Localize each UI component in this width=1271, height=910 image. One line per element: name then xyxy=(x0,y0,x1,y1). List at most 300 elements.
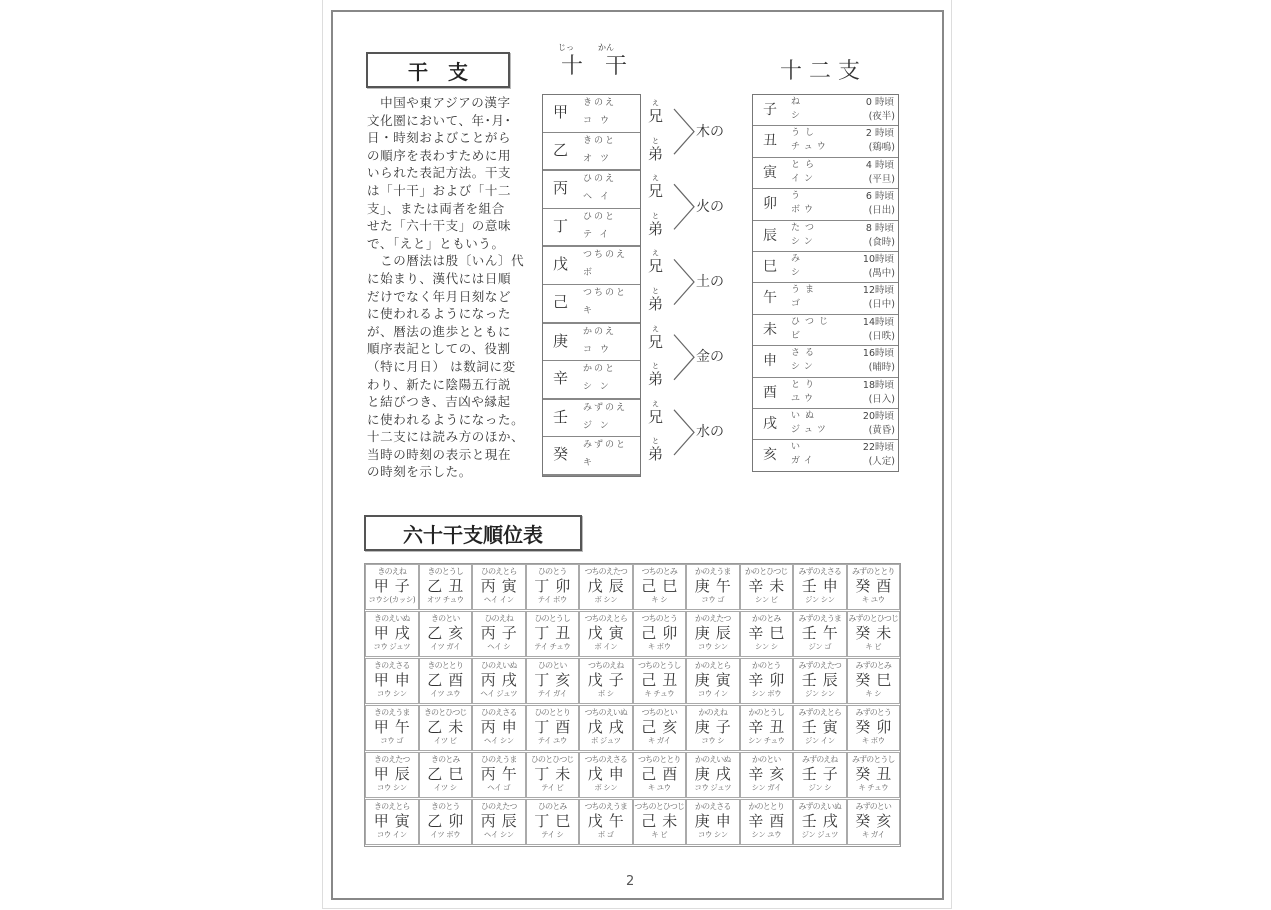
junishi-kanji: 未 xyxy=(763,321,777,338)
bracket-line xyxy=(674,259,694,304)
sexagenary-cell xyxy=(579,799,633,845)
cell-kun-reading: つちのえとら xyxy=(584,614,628,623)
cell-on-reading: コウ シン xyxy=(697,830,728,839)
junishi-on-reading: ユウ xyxy=(791,393,818,404)
cell-kun-reading: つちのとひつじ xyxy=(634,802,685,811)
sexagenary-cell xyxy=(526,611,580,657)
cell-on-reading: イツ ビ xyxy=(433,736,457,745)
body-text-line: は「十干」および「十二 xyxy=(367,182,512,198)
sexagenary-cell xyxy=(472,564,526,610)
cell-kanshi: 己亥 xyxy=(641,718,684,736)
sexagenary-cell xyxy=(419,705,473,751)
cell-kanshi: 甲戌 xyxy=(373,624,416,642)
cell-on-reading: ジン ゴ xyxy=(808,642,832,651)
sexagenary-cell xyxy=(419,752,473,798)
cell-kanshi: 乙亥 xyxy=(427,624,470,642)
cell-on-reading: キ ビ xyxy=(651,830,668,839)
cell-kun-reading: ひのえとら xyxy=(481,567,517,576)
cell-kun-reading: ひのえうま xyxy=(481,755,517,764)
junishi-row xyxy=(753,221,898,252)
jikkan-kun-reading: みずのえ xyxy=(583,402,628,413)
sexagenary-cell xyxy=(633,611,687,657)
cell-kanshi: 庚戌 xyxy=(694,765,737,783)
sexagenary-cell xyxy=(847,564,901,610)
cell-kun-reading: かのとひつじ xyxy=(744,567,788,576)
junishi-time: 16時頃 xyxy=(862,348,894,360)
junishi-time: 22時頃 xyxy=(862,442,894,454)
cell-kanshi: 戊申 xyxy=(587,765,630,783)
jikkan-kanji: 丁 xyxy=(553,216,569,235)
cell-kanshi: 壬午 xyxy=(801,624,844,642)
cell-kanshi: 丙寅 xyxy=(480,577,523,595)
junishi-time: 6 時頃 xyxy=(865,191,894,203)
cell-kanshi: 己酉 xyxy=(641,765,684,783)
cell-kun-reading: つちのとう xyxy=(641,614,677,623)
elder-ruby: え xyxy=(652,249,659,258)
sexagenary-cell xyxy=(633,658,687,704)
junishi-kanji: 子 xyxy=(763,102,777,118)
cell-on-reading: キ ビ xyxy=(865,642,882,651)
elder-label: 兄 え xyxy=(648,99,664,125)
junishi-kun-reading: さる xyxy=(791,348,820,359)
junishi-kun-reading: ね xyxy=(791,97,806,107)
jikkan-kanji: 辛 xyxy=(553,369,569,388)
junishi-kanji: 丑 xyxy=(763,133,777,150)
cell-on-reading: シン シ xyxy=(754,642,778,651)
junishi-time-name: (鶏鳴) xyxy=(868,142,895,154)
jikkan-kanji: 癸 xyxy=(553,445,569,464)
junishi-table xyxy=(752,94,899,472)
cell-kanshi: 癸巳 xyxy=(855,671,898,689)
cell-kanshi: 丁丑 xyxy=(534,624,577,642)
sexagenary-cell xyxy=(526,799,580,845)
sexagenary-cell xyxy=(847,705,901,751)
junishi-row xyxy=(753,315,898,346)
cell-on-reading: テイ ビ xyxy=(541,783,564,792)
cell-kanshi: 乙卯 xyxy=(427,812,470,830)
cell-kanshi: 癸亥 xyxy=(855,812,898,830)
junishi-time: 0 時頃 xyxy=(865,97,894,108)
cell-kun-reading: かのとい xyxy=(752,755,781,764)
sexagenary-cell xyxy=(579,564,633,610)
junishi-kanji: 酉 xyxy=(763,384,777,401)
junishi-time: 8 時頃 xyxy=(865,222,894,234)
cell-kun-reading: ひのえたつ xyxy=(481,802,517,811)
cell-kun-reading: かのえいぬ xyxy=(695,755,731,764)
cell-on-reading: コウ イン xyxy=(697,689,728,698)
element-label: 金の xyxy=(696,349,724,366)
cell-kun-reading: みずのえいぬ xyxy=(798,802,842,811)
cell-kanshi: 甲午 xyxy=(373,718,416,736)
body-text-line: せた「六十干支」の意味 xyxy=(367,218,512,234)
cell-on-reading: ヘイ ゴ xyxy=(487,783,511,792)
cell-kanshi: 丁亥 xyxy=(534,671,577,689)
cell-kun-reading: みずのえうま xyxy=(798,614,842,623)
sexagenary-cell xyxy=(633,705,687,751)
cell-on-reading: ジン ジュツ xyxy=(801,830,839,839)
sexagenary-cell xyxy=(633,799,687,845)
jikkan-kanji: 甲 xyxy=(553,103,569,121)
junishi-on-reading: ジュツ xyxy=(791,424,830,435)
cell-on-reading: コウ ジュツ xyxy=(694,783,732,792)
sexagenary-cell xyxy=(686,564,740,610)
cell-kanshi: 壬寅 xyxy=(801,718,844,736)
junishi-row xyxy=(753,283,898,314)
cell-kanshi: 戊戌 xyxy=(587,718,630,736)
sexagenary-cell xyxy=(847,611,901,657)
junishi-kanji: 卯 xyxy=(763,196,777,213)
sexagenary-cell xyxy=(793,752,847,798)
elder-label: 兄 え xyxy=(648,174,664,201)
sexagenary-cell xyxy=(526,705,580,751)
cell-kun-reading: きのえたつ xyxy=(374,755,410,764)
cell-kanshi: 己未 xyxy=(641,812,684,830)
younger-label: 弟 と xyxy=(648,287,664,313)
cell-kun-reading: ひのえさる xyxy=(481,708,517,717)
sexagenary-cell xyxy=(847,799,901,845)
junishi-time-name: (平旦) xyxy=(868,173,895,185)
cell-on-reading: シン ガイ xyxy=(751,783,781,792)
sexagenary-cell xyxy=(419,564,473,610)
junishi-on-reading: ゴ xyxy=(791,299,805,310)
sexagenary-cell xyxy=(365,658,419,704)
cell-kun-reading: つちのとうし xyxy=(637,661,681,670)
cell-kanshi: 戊午 xyxy=(587,812,630,830)
sexagenary-cell xyxy=(365,705,419,751)
jikkan-on-reading: キ xyxy=(583,305,601,316)
sexagenary-cell xyxy=(686,611,740,657)
younger-ruby: と xyxy=(652,211,659,220)
jikkan-on-reading: シン xyxy=(583,382,617,393)
jikkan-on-reading: コウ xyxy=(583,116,618,126)
cell-kun-reading: かのえね xyxy=(698,708,727,717)
sexagenary-cell xyxy=(740,752,794,798)
cell-kanshi: 己丑 xyxy=(641,671,684,689)
cell-on-reading: キ シ xyxy=(865,689,882,698)
jikkan-kanji: 壬 xyxy=(553,407,569,426)
cell-kun-reading: みずのとうし xyxy=(851,755,895,764)
cell-kanshi: 庚寅 xyxy=(694,671,737,689)
bracket-line xyxy=(674,335,694,380)
element-label: 水の xyxy=(696,424,724,441)
junishi-kun-reading: たつ xyxy=(791,222,820,233)
sexagenary-cell xyxy=(847,658,901,704)
cell-on-reading: キ ガイ xyxy=(647,736,671,745)
cell-kanshi: 癸酉 xyxy=(855,577,898,595)
jikkan-kun-reading: きのと xyxy=(583,135,617,146)
sexagenary-cell xyxy=(740,799,794,845)
younger-ruby: と xyxy=(652,136,659,145)
body-text xyxy=(367,94,527,481)
junishi-kun-reading: とら xyxy=(791,159,820,170)
cell-kun-reading: ひのとひつじ xyxy=(530,755,574,764)
junishi-kanji: 戌 xyxy=(763,415,777,432)
junishi-row xyxy=(753,346,898,377)
jikkan-title: 十 干 xyxy=(561,54,628,79)
cell-kanshi: 乙酉 xyxy=(427,671,470,689)
cell-kanshi: 戊辰 xyxy=(587,577,630,595)
junishi-kun-reading: うま xyxy=(791,285,820,296)
cell-kun-reading: つちのえうま xyxy=(584,802,628,811)
junishi-time: 18時頃 xyxy=(862,379,894,391)
elder-ruby: え xyxy=(652,174,659,183)
cell-on-reading: ヘイ シ xyxy=(487,642,511,651)
cell-kanshi: 壬辰 xyxy=(801,671,844,689)
jikkan-kun-reading: ひのえ xyxy=(583,174,617,185)
cell-on-reading: イツ ボウ xyxy=(430,830,461,839)
cell-on-reading: キ ユウ xyxy=(861,595,885,604)
cell-on-reading: イツ シ xyxy=(433,783,457,792)
cell-kanshi: 辛巳 xyxy=(748,624,791,642)
cell-kun-reading: つちのとみ xyxy=(641,567,677,576)
jikkan-ruby-1: じっ xyxy=(558,43,574,52)
body-text-line: 日・時刻およびことがら xyxy=(367,130,512,146)
sexagenary-cell xyxy=(526,658,580,704)
junishi-kanji: 辰 xyxy=(763,227,777,244)
cell-on-reading: ボ イン xyxy=(594,642,618,651)
junishi-row xyxy=(753,378,898,409)
junishi-on-reading: シ xyxy=(791,267,805,278)
cell-kanshi: 丁巳 xyxy=(534,812,577,830)
cell-kanshi: 乙丑 xyxy=(427,577,470,595)
jikkan-kun-reading: かのえ xyxy=(583,326,617,337)
cell-on-reading: テイ チュウ xyxy=(534,642,571,651)
body-text-line: で、「えと」ともいう。 xyxy=(367,235,505,251)
jikkan-row xyxy=(543,247,640,285)
cell-on-reading: シン ユウ xyxy=(751,830,782,839)
cell-on-reading: ヘイ ジュツ xyxy=(480,689,518,698)
cell-kanshi: 辛未 xyxy=(748,577,791,595)
cell-kun-reading: つちのえね xyxy=(588,661,624,670)
junishi-time: 12時頃 xyxy=(862,285,894,297)
sexagenary-cell xyxy=(793,611,847,657)
cell-kun-reading: みずのととり xyxy=(851,567,895,576)
jikkan-on-reading: ジン xyxy=(583,420,617,431)
cell-kun-reading: みずのえたつ xyxy=(798,661,842,670)
cell-on-reading: コウ シ xyxy=(701,736,725,745)
cell-kun-reading: きのえね xyxy=(377,567,406,576)
junishi-kanji: 亥 xyxy=(763,447,777,464)
sexagenary-cell xyxy=(579,658,633,704)
junishi-time-name: (日入) xyxy=(868,393,895,405)
body-text-line: この暦法は殷〔いん〕代 xyxy=(367,253,525,269)
cell-kanshi: 庚辰 xyxy=(694,624,737,642)
cell-kanshi: 癸卯 xyxy=(855,718,898,736)
cell-on-reading: キ ボウ xyxy=(861,736,885,745)
cell-on-reading: コウ ジュツ xyxy=(373,642,411,651)
sexagenary-cell xyxy=(365,611,419,657)
cell-on-reading: イツ ユウ xyxy=(430,689,461,698)
cell-kun-reading: ひのとう xyxy=(538,567,567,576)
junishi-time-name: (夜半) xyxy=(868,111,895,122)
sexagenary-cell xyxy=(579,752,633,798)
cell-kanshi: 辛酉 xyxy=(748,812,791,830)
jikkan-row xyxy=(543,133,640,172)
cell-kun-reading: かのととり xyxy=(748,802,784,811)
jikkan-kun-reading: かのと xyxy=(583,364,617,375)
cell-kanshi: 辛卯 xyxy=(748,671,791,689)
cell-on-reading: コウ シン xyxy=(376,783,407,792)
cell-kanshi: 甲辰 xyxy=(373,765,416,783)
jikkan-row xyxy=(543,324,640,362)
sexagenary-cell xyxy=(740,564,794,610)
body-text-line: に使われるようになった。 xyxy=(367,411,525,427)
jikkan-ruby-2: かん xyxy=(598,43,614,52)
cell-kanshi: 辛亥 xyxy=(748,765,791,783)
cell-on-reading: ジン シン xyxy=(804,689,835,698)
cell-kun-reading: きのととり xyxy=(427,661,463,670)
cell-kun-reading: きのえいぬ xyxy=(374,614,410,623)
cell-kun-reading: みずのとう xyxy=(855,708,891,717)
cell-kun-reading: みずのとひつじ xyxy=(848,614,899,623)
jikkan-row xyxy=(543,437,640,476)
cell-on-reading: キ ボウ xyxy=(647,642,671,651)
body-text-line: が、暦法の進歩とともに xyxy=(367,323,512,339)
cell-kanshi: 壬申 xyxy=(801,577,844,595)
cell-on-reading: コウ ゴ xyxy=(380,736,404,745)
junishi-kun-reading: ひつじ xyxy=(791,316,834,327)
sexagenary-cell xyxy=(633,564,687,610)
cell-kun-reading: つちのえいぬ xyxy=(584,708,628,717)
cell-on-reading: ジン シン xyxy=(804,595,835,604)
jikkan-kun-reading: つちのえ xyxy=(583,250,628,261)
jikkan-on-reading: コウ xyxy=(583,344,618,355)
cell-on-reading: ボ シン xyxy=(594,783,618,792)
younger-label: 弟 と xyxy=(648,136,664,163)
jikkan-kanji: 乙 xyxy=(553,140,569,159)
cell-kanshi: 壬戌 xyxy=(801,812,844,830)
jikkan-row xyxy=(543,209,640,248)
cell-kanshi: 丁未 xyxy=(534,765,577,783)
sexagenary-cell xyxy=(472,799,526,845)
sexagenary-cell xyxy=(365,752,419,798)
junishi-kun-reading: い xyxy=(791,442,806,453)
junishi-time-name: (日昳) xyxy=(868,330,895,342)
cell-kun-reading: ひのとい xyxy=(538,661,567,670)
cell-on-reading: コウ イン xyxy=(376,830,407,839)
cell-on-reading: テイ ユウ xyxy=(537,736,567,745)
body-text-line: に使われるようになった xyxy=(367,306,512,322)
sexagenary-cell xyxy=(472,658,526,704)
body-text-line: の時刻を示した。 xyxy=(367,464,472,480)
younger-label: 弟 と xyxy=(648,437,664,464)
section-title-kanshi: 干 支 xyxy=(366,52,510,88)
junishi-on-reading: ビ xyxy=(791,330,805,341)
sexagenary-cell xyxy=(686,658,740,704)
sexagenary-cell xyxy=(686,752,740,798)
element-label: 木の xyxy=(696,123,724,140)
cell-kun-reading: つちのえさる xyxy=(584,755,628,764)
cell-on-reading: テイ ガイ xyxy=(537,689,567,698)
jikkan-kun-reading: きのえ xyxy=(583,98,617,108)
cell-on-reading: キ チュウ xyxy=(858,783,889,792)
jikkan-on-reading: ボ xyxy=(583,268,601,279)
cell-kun-reading: きのえさる xyxy=(374,661,410,670)
elder-ruby: え xyxy=(652,324,659,333)
junishi-row xyxy=(753,95,898,126)
cell-kanshi: 丙申 xyxy=(480,718,523,736)
jikkan-kanji: 己 xyxy=(553,292,569,311)
cell-on-reading: ヘイ シン xyxy=(483,736,514,745)
cell-kun-reading: きのとうし xyxy=(427,567,463,576)
sexagenary-cell xyxy=(686,705,740,751)
junishi-kanji: 午 xyxy=(763,290,777,307)
cell-kanshi: 甲寅 xyxy=(373,812,416,830)
body-text-line: 中国や東アジアの漢字 xyxy=(367,95,511,110)
cell-kanshi: 丙午 xyxy=(480,765,523,783)
cell-on-reading: ボ ジュツ xyxy=(590,736,621,745)
jikkan-kanji: 戊 xyxy=(553,255,569,274)
jikkan-on-reading: キ xyxy=(583,458,601,469)
cell-kun-reading: きのとひつじ xyxy=(423,708,467,717)
body-text-line: わり、新たに陰陽五行説 xyxy=(367,376,512,392)
cell-on-reading: シン ボウ xyxy=(751,689,782,698)
junishi-on-reading: ガイ xyxy=(791,456,817,467)
cell-kun-reading: かのえとら xyxy=(695,661,731,670)
cell-kun-reading: つちのととり xyxy=(637,755,681,764)
sexagenary-table xyxy=(364,563,901,847)
cell-kun-reading: かのとみ xyxy=(752,614,781,623)
junishi-time-name: (日出) xyxy=(868,205,895,217)
junishi-kanji: 寅 xyxy=(763,164,777,181)
cell-kun-reading: みずのえね xyxy=(802,755,838,764)
cell-kun-reading: みずのとみ xyxy=(855,661,891,670)
sexagenary-cell xyxy=(579,705,633,751)
sexagenary-cell xyxy=(686,799,740,845)
cell-on-reading: オツ チュウ xyxy=(426,595,464,604)
sexagenary-cell xyxy=(740,611,794,657)
sexagenary-cell xyxy=(472,611,526,657)
cell-kun-reading: ひのとうし xyxy=(534,614,570,623)
jikkan-on-reading: テイ xyxy=(583,229,617,240)
cell-on-reading: コウ シン xyxy=(697,642,728,651)
sexagenary-cell xyxy=(419,799,473,845)
body-text-line: 当時の時刻の表示と現在 xyxy=(367,446,512,462)
cell-kun-reading: きのとみ xyxy=(431,755,460,764)
jikkan-kun-reading: ひのと xyxy=(583,211,617,222)
bracket-line xyxy=(674,109,694,154)
junishi-time-name: (禺中) xyxy=(868,267,895,279)
junishi-time-name: (人定) xyxy=(868,456,895,468)
cell-kanshi: 己卯 xyxy=(641,624,684,642)
element-label: 火の xyxy=(696,198,724,215)
body-text-line: だけでなく年月日刻など xyxy=(367,288,512,304)
junishi-row xyxy=(753,189,898,220)
cell-on-reading: ヘイ イン xyxy=(483,595,514,604)
cell-kanshi: 丙辰 xyxy=(480,812,523,830)
junishi-on-reading: シン xyxy=(791,236,817,247)
cell-kun-reading: かのとう xyxy=(752,661,781,670)
cell-kun-reading: かのとうし xyxy=(748,708,784,717)
cell-on-reading: キ ユウ xyxy=(647,783,671,792)
cell-kun-reading: つちのとい xyxy=(641,708,677,717)
sexagenary-cell xyxy=(633,752,687,798)
jikkan-row xyxy=(543,285,640,324)
cell-kanshi: 丁卯 xyxy=(534,577,577,595)
cell-on-reading: ボ シン xyxy=(594,595,618,604)
cell-on-reading: ヘイ シン xyxy=(483,830,514,839)
cell-on-reading: テイ シ xyxy=(541,830,564,839)
cell-on-reading: イツ ガイ xyxy=(430,642,461,651)
junishi-on-reading: チュウ xyxy=(791,142,830,153)
junishi-kanji: 巳 xyxy=(763,258,777,275)
jikkan-on-reading: オツ xyxy=(583,153,618,164)
cell-on-reading: ボ シ xyxy=(597,689,614,698)
cell-on-reading: シン チュウ xyxy=(748,736,785,745)
cell-on-reading: ジン イン xyxy=(804,736,835,745)
cell-kanshi: 乙巳 xyxy=(427,765,470,783)
junishi-kanji: 申 xyxy=(763,353,777,370)
